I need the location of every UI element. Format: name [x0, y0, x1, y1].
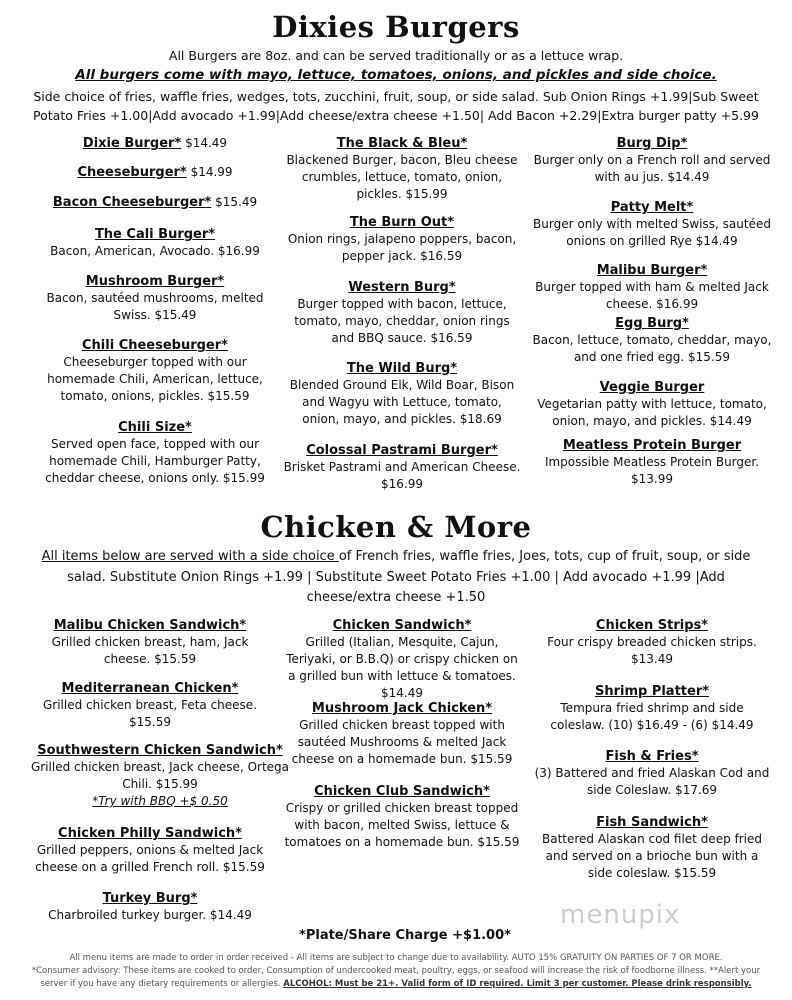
menu-item: [40, 226, 270, 260]
item-name: Veggie Burger: [599, 380, 705, 395]
item-desc: Battered Alaskan cod filet deep fried and served on a brioche bun with a side coleslaw. $15.59: [542, 832, 762, 880]
item-name: Chili Cheeseburger*: [82, 338, 228, 353]
item-desc: Tempura fried shrimp and side coleslaw. (10) $16.49 - (6) $14.49: [550, 701, 754, 732]
footer-notice-3: [20, 978, 772, 990]
plate-charge: *Plate/Share Charge +$1.00*: [299, 928, 511, 943]
item-note: *Try with BBQ +$ 0.50: [92, 794, 228, 808]
menu-item: [40, 194, 270, 211]
item-name: Chicken Philly Sandwich*: [58, 826, 242, 841]
item-desc: Onion rings, jalapeno poppers, bacon, pepper jack. $16.59: [287, 232, 517, 263]
item-desc: Grilled chicken breast topped with sautéed Mushrooms & melted Jack cheese on a homemade bun. $15.59: [291, 718, 513, 766]
item-desc: Crispy or grilled chicken breast topped with bacon, melted Swiss, lettuce & tomatoes on a homemade bun. $15.59: [284, 801, 520, 849]
item-name: The Wild Burg*: [346, 361, 458, 376]
item-name: Patty Melt*: [610, 200, 694, 215]
item-desc: Cheeseburger topped with our homemade Chili, American, lettuce, tomato, onions, pickles. $15.59: [47, 355, 263, 403]
chicken-intro-rest: of French fries, waffle fries, Joes, tots, cup of fruit, soup, or side: [338, 549, 751, 564]
item-desc: Grilled chicken breast, Feta cheese. $15.59: [42, 698, 258, 729]
menu-item: [532, 617, 772, 668]
menu-item: [282, 442, 522, 493]
chicken-intro: [0, 547, 792, 566]
burgers-sides-2: Potato Fries +1.00|Add avocado +1.99|Add cheese/extra cheese +1.50| Add Bacon +2.29|Extra burger patty +5.99: [33, 108, 759, 123]
item-name: Cheeseburger*: [77, 165, 187, 180]
menu-item: [532, 135, 772, 186]
chicken-sides-2: cheese/extra cheese +1.50: [306, 590, 486, 605]
menu-item: [532, 262, 772, 313]
item-desc: Bacon, sautéed mushrooms, melted Swiss. $15.49: [46, 291, 264, 322]
menu-item: [283, 700, 521, 768]
item-price: $14.99: [190, 165, 233, 179]
item-name: Malibu Burger*: [596, 263, 708, 278]
item-name: Southwestern Chicken Sandwich*: [37, 743, 283, 758]
menu-item: [30, 890, 270, 924]
menu-item: [532, 814, 772, 882]
menu-item: [532, 748, 772, 799]
item-name: Fish & Fries*: [605, 749, 699, 764]
menu-item: [283, 783, 521, 851]
item-price: $14.49: [185, 136, 228, 150]
item-desc: Vegetarian patty with lettuce, tomato, onion, mayo, and pickles. $14.49: [537, 397, 767, 428]
footer-allergy-text: server if you have any dietary requirements or allergies.: [40, 979, 284, 989]
chicken-title: Chicken & More: [260, 510, 532, 544]
item-name: Western Burg*: [348, 280, 456, 295]
item-name: The Cali Burger*: [94, 227, 216, 242]
item-desc: Burger only with melted Swiss, sautéed onions on grilled Rye $14.49: [533, 217, 771, 248]
item-name: Burg Dip*: [616, 136, 688, 151]
item-name: Chicken Club Sandwich*: [314, 784, 490, 799]
burgers-includes: All burgers come with mayo, lettuce, tomatoes, onions, and pickles and side choice.: [75, 67, 717, 83]
menu-item: [40, 164, 270, 181]
item-name: Shrimp Platter*: [594, 684, 710, 699]
menu-item: [532, 683, 772, 734]
chicken-sides-1: salad. Substitute Onion Rings +1.99 | Substitute Sweet Potato Fries +1.00 | Add avocado +1.99 |Add: [67, 570, 725, 585]
item-desc: Served open face, topped with our homemade Chili, Hamburger Patty, cheddar cheese, onions only. $15.99: [45, 437, 265, 485]
menu-item: [282, 360, 522, 428]
menu-item: [532, 379, 772, 430]
menu-item: [30, 742, 290, 810]
menu-item: [30, 680, 270, 731]
item-name: Mediterranean Chicken*: [61, 681, 239, 696]
item-desc: Impossible Meatless Protein Burger. $13.99: [544, 455, 760, 486]
menu-item: [283, 617, 521, 702]
item-name: Chicken Strips*: [595, 618, 709, 633]
item-desc: Four crispy breaded chicken strips. $13.49: [547, 635, 757, 666]
item-name: Dixie Burger*: [82, 136, 182, 151]
item-desc: Burger only on a French roll and served with au jus. $14.49: [533, 153, 771, 184]
item-name: Colossal Pastrami Burger*: [306, 443, 498, 458]
menu-item: [532, 437, 772, 488]
item-name: Mushroom Jack Chicken*: [311, 701, 493, 716]
item-desc: Burger topped with ham & melted Jack cheese. $16.99: [535, 280, 769, 311]
item-desc: Burger topped with bacon, lettuce, tomato, mayo, cheddar, onion rings and BBQ sauce. $16.59: [294, 297, 510, 345]
item-name: Meatless Protein Burger: [562, 438, 742, 453]
item-name: Malibu Chicken Sandwich*: [53, 618, 247, 633]
menu-item: [282, 135, 522, 203]
item-desc: Grilled peppers, onions & melted Jack cheese on a grilled French roll. $15.59: [35, 843, 265, 874]
burgers-intro: All Burgers are 8oz. and can be served traditionally or as a lettuce wrap.: [168, 48, 624, 63]
footer-notice-2: *Consumer advisory: These items are cooked to order, Consumption of undercooked meat, poultry, eggs, or seafood will increase the risk of foodborne illness. **Alert your: [31, 966, 761, 976]
item-name: Egg Burg*: [615, 316, 689, 331]
item-name: Chili Size*: [118, 420, 192, 435]
item-desc: Bacon, American, Avocado. $16.99: [50, 244, 260, 258]
item-price: $15.49: [215, 195, 258, 209]
item-name: Turkey Burg*: [102, 891, 198, 906]
burgers-sides-1: Side choice of fries, waffle fries, wedges, tots, zucchini, fruit, soup, or side salad. Sub Onion Rings +1.99|Sub Sweet: [33, 89, 759, 104]
item-desc: Blended Ground Elk, Wild Boar, Bison and Wagyu with Lettuce, tomato, onion, mayo, and pickles. $18.69: [289, 378, 515, 426]
item-name: The Burn Out*: [349, 215, 455, 230]
item-name: Chicken Sandwich*: [332, 618, 472, 633]
menu-item: [282, 279, 522, 347]
item-name: Fish Sandwich*: [596, 815, 708, 830]
menu-item: [40, 419, 270, 487]
menu-item: [40, 337, 270, 405]
footer-notice-1: All menu items are made to order in order received - All items are subject to change due to availability. AUTO 15% GRATUITY ON PARTIES OF 7 OR MORE.: [69, 953, 723, 963]
menu-item: [532, 199, 772, 250]
menu-item: [30, 825, 270, 876]
burgers-title: Dixies Burgers: [272, 10, 520, 44]
menu-item: [532, 315, 772, 366]
chicken-intro-underlined: All items below are served with a side choice: [41, 549, 339, 564]
item-name: The Black & Bleu*: [336, 136, 468, 151]
item-desc: Bacon, lettuce, tomato, cheddar, mayo, and one fried egg. $15.59: [532, 333, 772, 364]
item-desc: Grilled chicken breast, Jack cheese, Ortega Chili. $15.99: [30, 760, 290, 791]
item-desc: Blackened Burger, bacon, Bleu cheese crumbles, lettuce, tomato, onion, pickles. $15.99: [286, 153, 518, 201]
footer-alcohol-text: ALCOHOL: Must be 21+. Valid form of ID required. Limit 3 per customer. Please drink responsibly.: [283, 979, 752, 989]
item-name: Bacon Cheeseburger*: [52, 195, 212, 210]
menu-item: [30, 617, 270, 668]
item-desc: Brisket Pastrami and American Cheese. $16.99: [283, 460, 521, 491]
item-desc: (3) Battered and fried Alaskan Cod and side Coleslaw. $17.69: [534, 766, 770, 797]
item-name: Mushroom Burger*: [85, 274, 225, 289]
menu-item: [282, 214, 522, 265]
watermark: menupix: [560, 900, 681, 930]
item-desc: Grilled chicken breast, ham, Jack cheese. $15.59: [51, 635, 249, 666]
item-desc: Grilled (Italian, Mesquite, Cajun, Teriyaki, or B.B.Q) or crispy chicken on a grilled bun with lettuce & tomatoes. $14.49: [286, 635, 518, 700]
menu-item: [40, 135, 270, 152]
menu-item: [40, 273, 270, 324]
item-desc: Charbroiled turkey burger. $14.49: [48, 908, 252, 922]
